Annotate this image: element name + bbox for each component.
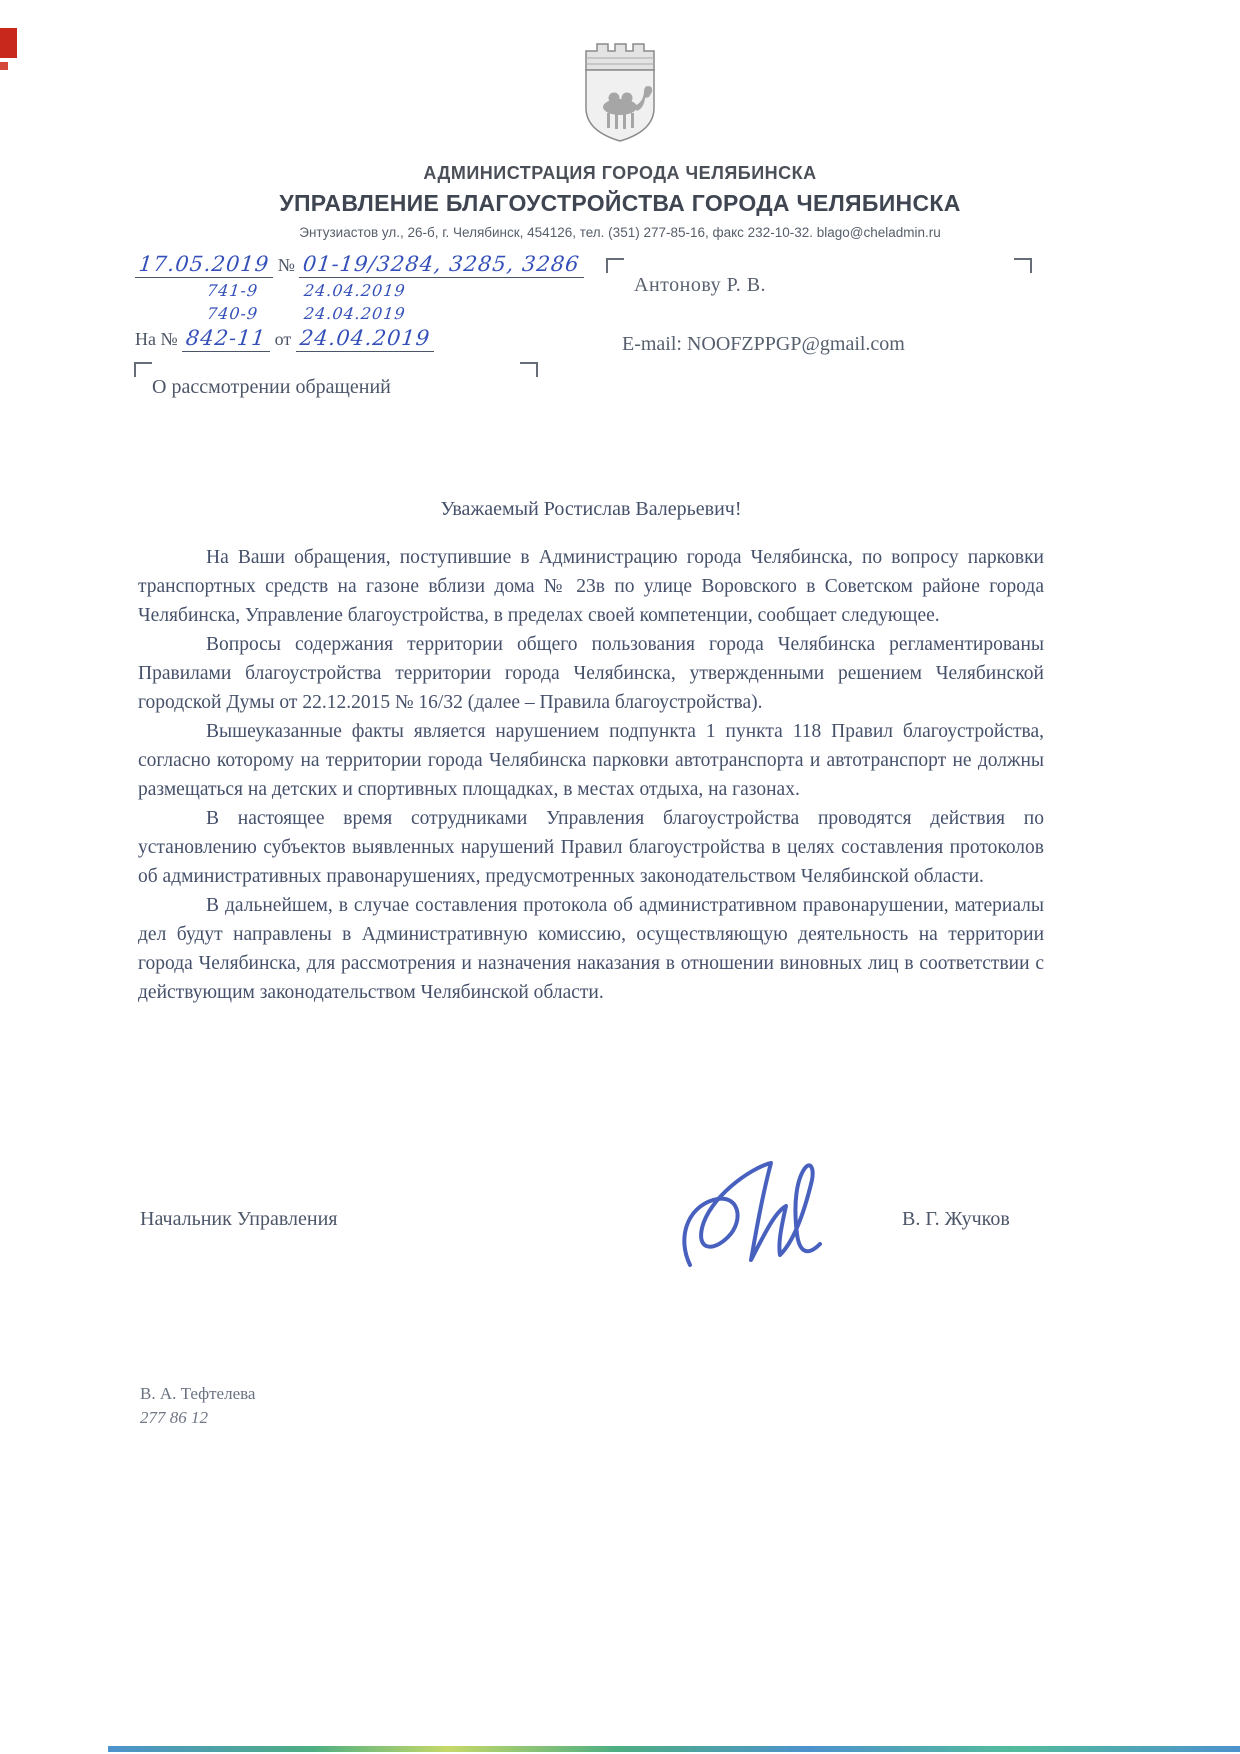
letterhead	[0, 36, 1240, 240]
extra-date-2: 24.04.2019	[303, 304, 407, 323]
signer-name: В. Г. Жучков	[902, 1208, 1010, 1230]
reference-row-incoming	[135, 326, 615, 352]
corner-mark-recipient-left	[606, 258, 624, 273]
extra-number-1: 741-9	[206, 281, 260, 300]
body-paragraph: В дальнейшем, в случае составления протокола об административном правонарушении, материалы дел будут направлены в Административную комиссию, осуществляющую деятельность на территории города Челябинска, для рассмотрения и назначения наказания в отношении виновных лиц в соответствии с действующим законодательством Челябинской области.	[138, 895, 1044, 1003]
recipient-zone	[612, 258, 1032, 356]
extra-date-1: 24.04.2019	[303, 281, 407, 300]
incoming-number-handwritten: 842-11	[184, 326, 268, 350]
body-paragraph: На Ваши обращения, поступившие в Администрацию города Челябинска, по вопросу парковки транспортных средств на газоне вблизи дома № 23в по улице Воровского в Советском районе города Челябинска, Управление благоустройства, в пределах своей компетенции, сообщает следующее.	[138, 547, 1044, 626]
reference-row-extra1	[207, 280, 615, 301]
signature-autograph-icon	[655, 1140, 855, 1300]
ot-label: от	[274, 329, 292, 349]
body-paragraph: В настоящее время сотрудниками Управления благоустройства проводятся действия по установлению субъектов выявленных нарушений Правил благоустройства в целях составления протоколов об административных правонарушениях, предусмотренных законодательством Челябинской области.	[138, 808, 1044, 887]
executor-block	[140, 1382, 255, 1430]
outgoing-number-handwritten: 01-19/3284, 3285, 3286	[302, 252, 582, 276]
corner-mark-recipient-right	[1014, 258, 1032, 273]
number-sign-label: №	[277, 255, 295, 275]
body-paragraph: Вышеуказанные факты является нарушением подпункта 1 пункта 118 Правил благоустройства, согласно которому на территории города Челябинска парковки автотранспорта и автотранспорт не должны размещаться на детских и спортивных площадках, в местах отдыха, на газонах.	[138, 721, 1044, 800]
org-name-line1: АДМИНИСТРАЦИЯ ГОРОДА ЧЕЛЯБИНСКА	[423, 163, 817, 183]
corner-mark-subject-right	[520, 362, 538, 377]
na-label: На №	[135, 329, 178, 349]
extra-number-2: 740-9	[206, 304, 260, 323]
subject-zone	[138, 362, 538, 399]
salutation: Уважаемый Ростислав Валерьевич!	[440, 498, 742, 520]
body-paragraph: Вопросы содержания территории общего пользования города Челябинска регламентированы Правилами благоустройства территории города Челябинска, утвержденными решением Челябинской городской Думы от 22.12.2015 № 16/32 (далее – Правила благоустройства).	[138, 634, 1044, 713]
executor-phone: 277 86 12	[140, 1408, 208, 1427]
corner-mark-subject-left	[134, 362, 152, 377]
subject-line: О рассмотрении обращений	[152, 376, 391, 398]
org-contact-line: Энтузиастов ул., 26-б, г. Челябинск, 454126, тел. (351) 277-85-16, факс 232-10-32. blago@cheladmin.ru	[299, 225, 941, 240]
signer-position: Начальник Управления	[140, 1208, 338, 1230]
reference-row-extra2	[207, 303, 615, 324]
reference-block	[135, 252, 615, 354]
coat-of-arms-chelyabinsk-icon	[572, 36, 668, 148]
scan-edge-strip	[108, 1746, 1240, 1752]
incoming-date-handwritten: 24.04.2019	[298, 326, 432, 350]
recipient-name: Антонову Р. В.	[634, 274, 767, 296]
reference-row-main	[135, 252, 615, 278]
recipient-email: E-mail: NOOFZPPGP@gmail.com	[622, 333, 905, 355]
outgoing-date-handwritten: 17.05.2019	[137, 252, 271, 276]
letter-body	[138, 498, 1044, 1007]
executor-name: В. А. Тефтелева	[140, 1384, 256, 1403]
org-name-line2: УПРАВЛЕНИЕ БЛАГОУСТРОЙСТВА ГОРОДА ЧЕЛЯБИНСКА	[279, 190, 961, 216]
